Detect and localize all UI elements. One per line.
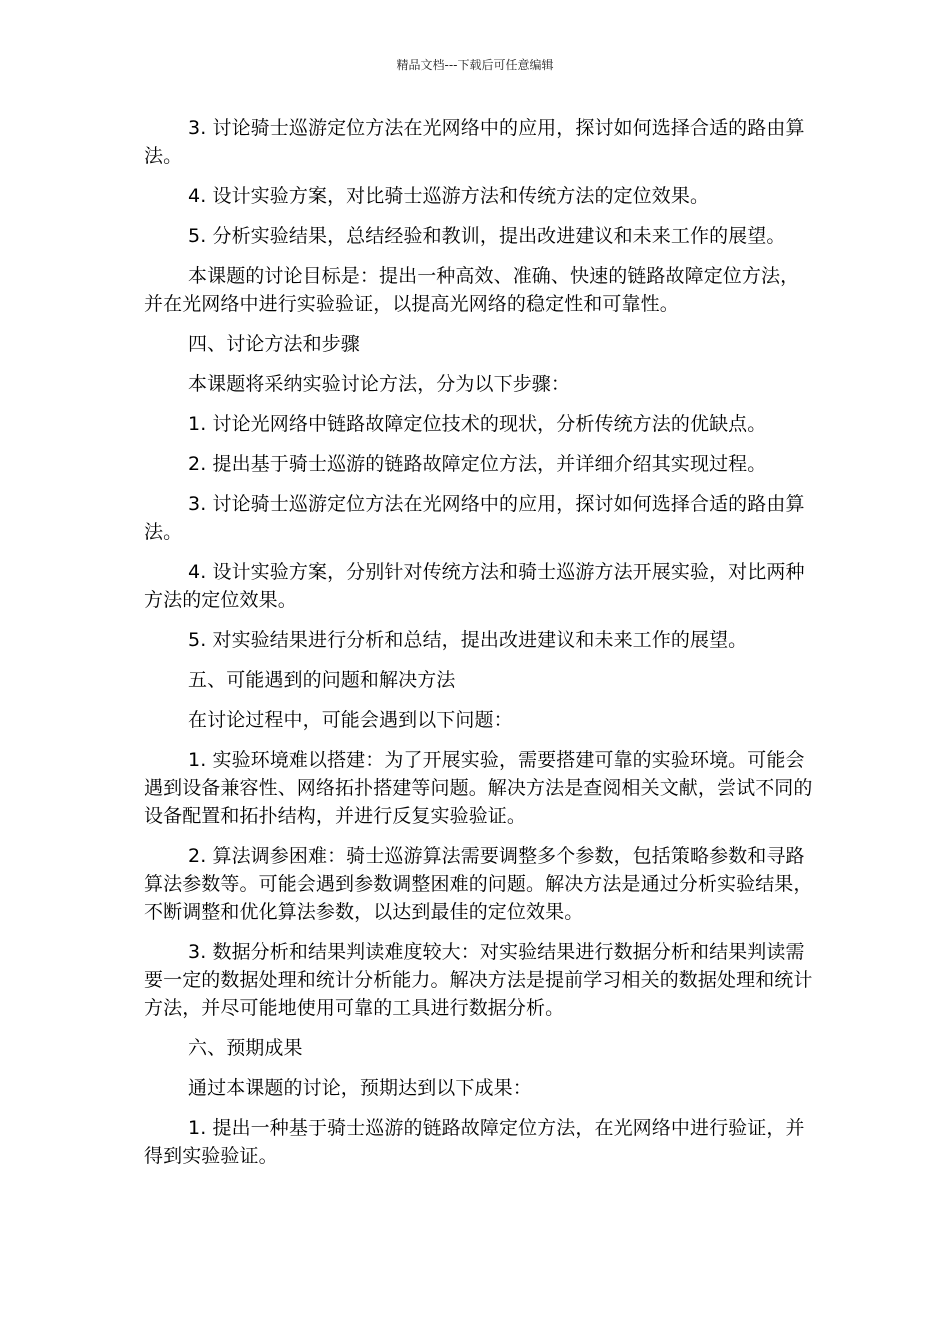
section-heading-outcomes: 六、预期成果 [188,1037,303,1059]
research-goal-paragraph: 本课题的讨论目标是：提出一种高效、准确、快速的链路故障定位方法，并在光网络中进行实验验证，以提高光网络的稳定性和可靠性。 [144,265,800,315]
outcomes-intro-paragraph: 通过本课题的讨论，预期达到以下成果： [188,1077,532,1099]
problem-1: 1. 实验环境难以搭建：为了开展实验，需要搭建可靠的实验环境。可能会遇到设备兼容性、网络拓扑搭建等问题。解决方法是查阅相关文献，尝试不同的设备配置和拓扑结构，并进行反复实验验证。 [144,749,813,827]
step-5: 5. 对实验结果进行分析和总结，提出改进建议和未来工作的展望。 [188,629,748,651]
problem-2: 2. 算法调参困难：骑士巡游算法需要调整多个参数，包括策略参数和寻路算法参数等。可能会遇到参数调整困难的问题。解决方法是通过分析实验结果，不断调整和优化算法参数，以达到最佳的定位效果。 [144,845,813,923]
outcome-1: 1. 提出一种基于骑士巡游的链路故障定位方法，在光网络中进行验证，并得到实验验证。 [144,1117,805,1167]
section-heading-problems: 五、可能遇到的问题和解决方法 [188,669,456,691]
step-2: 2. 提出基于骑士巡游的链路故障定位方法，并详细介绍其实现过程。 [188,453,767,475]
list-item-4-experiment: 4. 设计实验方案，对比骑士巡游方法和传统方法的定位效果。 [188,185,710,207]
problems-intro-paragraph: 在讨论过程中，可能会遇到以下问题： [188,709,513,731]
section-heading-methods: 四、讨论方法和步骤 [188,333,360,355]
document-body [144,114,816,1182]
step-3: 3. 讨论骑士巡游定位方法在光网络中的应用，探讨如何选择合适的路由算法。 [144,493,805,543]
page-header: 精品文档---下载后可任意编辑 [396,58,554,72]
problem-3: 3. 数据分析和结果判读难度较大：对实验结果进行数据分析和结果判读需要一定的数据处理和统计分析能力。解决方法是提前学习相关的数据处理和统计方法，并尽可能地使用可靠的工具进行数据分析。 [144,941,813,1019]
step-4: 4. 设计实验方案，分别针对传统方法和骑士巡游方法开展实验，对比两种方法的定位效果。 [144,561,805,611]
list-item-3-routing: 3. 讨论骑士巡游定位方法在光网络中的应用，探讨如何选择合适的路由算法。 [144,117,805,167]
step-1: 1. 讨论光网络中链路故障定位技术的现状，分析传统方法的优缺点。 [188,413,767,435]
methods-intro-paragraph: 本课题将采纳实验讨论方法，分为以下步骤： [188,373,571,395]
list-item-5-analysis: 5. 分析实验结果，总结经验和教训，提出改进建议和未来工作的展望。 [188,225,786,247]
